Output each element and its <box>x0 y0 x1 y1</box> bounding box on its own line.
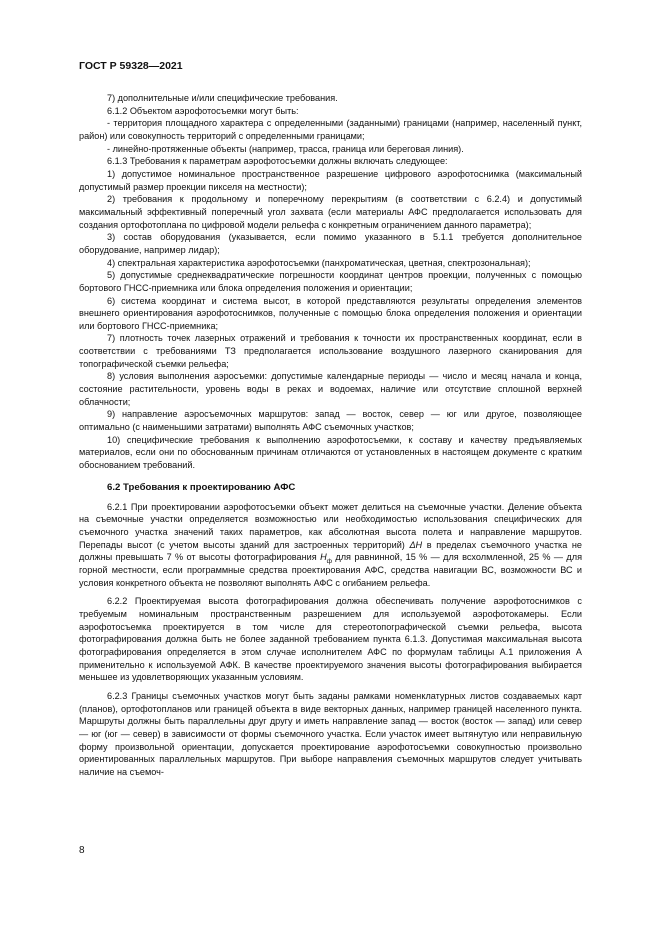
paragraph: 5) допустимые среднеквадратические погрешности координат центров проекции, полученных с помощью бортового ГНСС-приемника или блока определения положения и ориентации; <box>79 270 582 293</box>
paragraph: 10) специфические требования к выполнению аэрофотосъемки, к составу и качеству предъявляемых материалов, если они по обоснованным причинам отличаются от установленных в настоящем документе с кратким обоснованием требований. <box>79 434 582 471</box>
paragraph: 3) состав оборудования (указывается, если помимо указанного в 5.1.1 требуется дополнительное оборудование, например лидар); <box>79 232 582 255</box>
paragraph: 7) плотность точек лазерных отражений и требования к точности их пространственных координат, если в соответствии с требованиями ТЗ предполагается использование воздушного лазерного сканирования для топографической съемки рельефа; <box>79 333 582 369</box>
paragraph: - линейно-протяженные объекты (например, трасса, граница или береговая линия). <box>107 143 464 154</box>
text-run: 6.2.1 При проектировании аэрофотосъемки объект может делиться на съемочные участки. Деление объекта на съемочные участки определяется возможностью или необходимостью использования специфических для съемочного участка значений таких параметров, как абсолютная высота полета и направление маршрутов. Перепады высот (с учетом высоты зданий для застроенных территорий) <box>79 501 582 550</box>
paragraph: 7) дополнительные и/или специфические требования. <box>107 93 338 103</box>
text-run: для равнинной, 15 % — для всхолмленной, 25 % — для горной местности, если программные средства проектирования АФС, средства навигации ВС, возможности ВС и условия конкретного объекта не позволяют выполнять АФС с огибанием рельефа. <box>79 552 583 588</box>
paragraph: 6.1.3 Требования к параметрам аэрофотосъемки должны включать следующее: <box>107 156 448 167</box>
body-text <box>79 92 582 778</box>
text-run: в пределах съемочного участка не должны превышать 7 % от высоты фотографирования <box>79 539 582 563</box>
paragraph: 9) направление аэросъемочных маршрутов: запад — восток, север — юг или другое, позволяющее оптимально (с наименьшими затратами) выполнять АФС съемочных участков; <box>79 409 582 433</box>
section-heading: 6.2 Требования к проектированию АФС <box>107 481 296 493</box>
paragraph: 6.1.2 Объектом аэрофотосъемки могут быть: <box>107 105 299 116</box>
paragraph: 4) спектральная характеристика аэрофотосъемки (панхроматическая, цветная, спектрозональная); <box>107 257 531 268</box>
delta-h-symbol: ΔH <box>409 539 423 550</box>
paragraph: 6) система координат и система высот, в которой представляются результаты определения элементов внешнего ориентирования аэрофотоснимков, полученные с помощью блока определения положения и ориентации или бортового ГНСС-приемника; <box>79 295 582 331</box>
h-symbol: H <box>320 552 327 563</box>
paragraph-6-2-1 <box>79 501 582 590</box>
paragraph: 6.2.2 Проектируемая высота фотографирования должна обеспечивать получение аэрофотоснимков с требуемым номинальным пространственным разрешением для используемой аэрофотокамеры. Если аэрофотосъемка проектируется в том числе для стереотопографической съемки рельефа, высота фотографирования должна быть не более заданной требованием пункта 6.1.3. Допустимая максимальная высота фотографирования определяется в этом случае исполнителем АФС по формулам таблицы А.1 приложения А применительно к используемой АФК. В качестве проектируемого значения высоты фотографирования выбирается меньшее из удовлетворяющих указанным условиям. <box>79 596 582 683</box>
paragraph: - территория площадного характера с определенными (заданными) границами (например, населенный пункт, район) или совокупность территорий с определенными границами; <box>79 118 582 141</box>
paragraph: 2) требования к продольному и поперечному перекрытиям (в соответствии с 6.2.4) и допустимый максимальный эффективный поперечный угол захвата (если материалы АФС предполагается использовать для создания ортофотоплана по цифровой модели рельефа с конкретным ограничением данного параметра); <box>79 194 582 230</box>
document-header: ГОСТ Р 59328—2021 <box>79 60 183 72</box>
page-number: 8 <box>79 845 85 856</box>
paragraph: 6.2.3 Границы съемочных участков могут быть заданы рамками номенклатурных листов создаваемых карт (планов), ортофотопланов или границей объекта в виде векторных данных, например границей населенного пункта. Маршруты должны быть параллельны друг другу и иметь направление запад — восток (восток — запад) или север — юг (юг — север) в зависимости от формы съемочного участка. Если участок имеет вытянутую или неправильную форму произвольной ориентации, допускается проектирование аэрофотосъемки совокупностью произвольно ориентированных параллельных маршрутов. При выборе направления съемочных маршрутов следует учитывать наличие на съемоч- <box>79 690 582 777</box>
paragraph: 8) условия выполнения аэросъемки: допустимые календарные периоды — число и месяц начала и конца, состояние растительности, уровень воды в реках и водоемах, наличие или отсутствие сплошной верхней облачности; <box>79 371 582 407</box>
h-subscript: ф <box>326 558 333 566</box>
paragraph: 1) допустимое номинальное пространственное разрешение цифрового аэрофотоснимка (максимальный допустимый размер проекции пикселя на местности); <box>79 168 582 192</box>
